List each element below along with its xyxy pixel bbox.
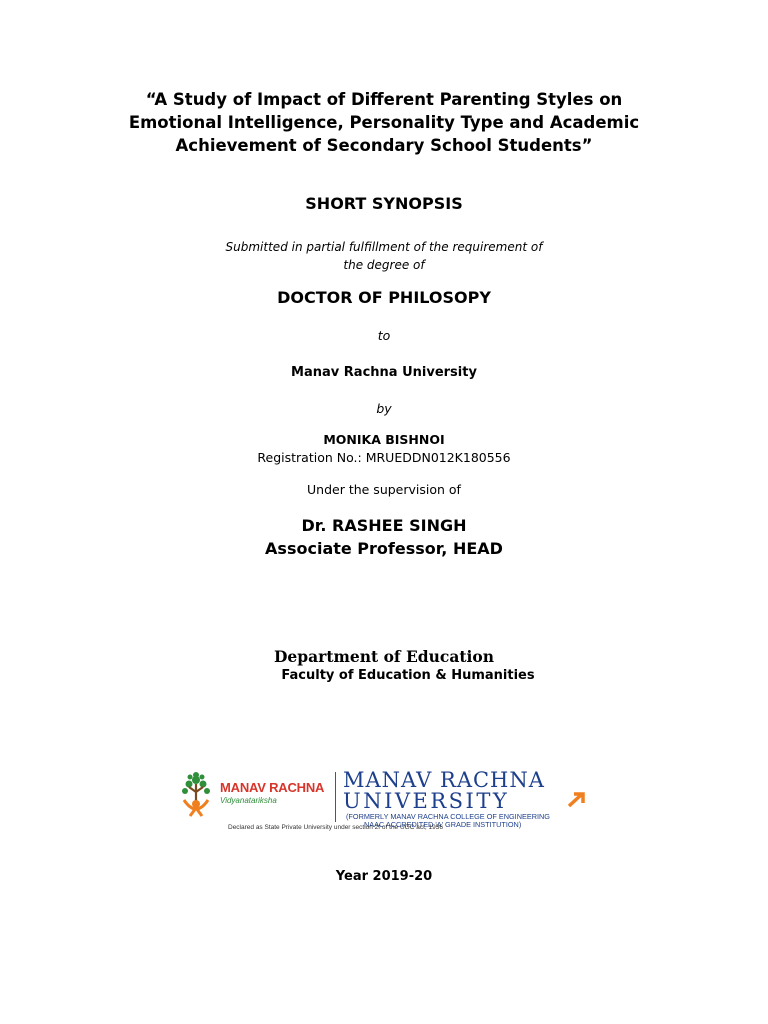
- thesis-title: [0, 88, 768, 157]
- document-type: SHORT SYNOPSIS: [305, 194, 463, 213]
- arrow-up-right-icon: [566, 790, 588, 808]
- supervisor-designation: Associate Professor, HEAD: [265, 539, 503, 558]
- thesis-title-line-1: “A Study of Impact of Different Parenting Styles on: [145, 90, 623, 109]
- logo-right-small-1: (FORMERLY MANAV RACHNA COLLEGE OF ENGINEERING: [346, 812, 550, 821]
- supervisor-name: Dr. RASHEE SINGH: [301, 516, 467, 535]
- department-name: Department of Education: [273, 647, 495, 666]
- logo-right-line-1: MANAV RACHNA: [343, 768, 545, 792]
- supervision-label: Under the supervision of: [307, 482, 461, 497]
- faculty-name: Faculty of Education & Humanities: [281, 668, 535, 683]
- logo-left-name: MANAV RACHNA: [220, 780, 325, 795]
- thesis-title-line-2: Emotional Intelligence, Personality Type and Academic: [128, 113, 640, 132]
- submission-line-2: the degree of: [343, 258, 425, 272]
- author-name: MONIKA BISHNOI: [323, 432, 445, 447]
- degree-name: DOCTOR OF PHILOSOPY: [277, 288, 491, 307]
- logo-right-small-2: NAAC ACCREDITED 'A' GRADE INSTITUTION): [364, 820, 522, 829]
- supervisor-block: [0, 514, 768, 560]
- registration-number: Registration No.: MRUEDDN012K180556: [257, 450, 511, 465]
- logo-declaration: Declared as State Private University under section 2f of the UGC act, 1956: [228, 824, 443, 831]
- academic-year: Year 2019-20: [335, 869, 433, 884]
- thesis-title-line-3: Achievement of Secondary School Students”: [175, 136, 593, 155]
- logo-left-subtitle: Vidyanatariksha: [220, 796, 277, 805]
- submission-line-1: Submitted in partial fulfillment of the requirement of: [225, 240, 543, 254]
- submission-statement: [0, 238, 768, 274]
- university-name: Manav Rachna University: [291, 365, 477, 380]
- to-label: to: [377, 328, 391, 343]
- logo-divider: [335, 772, 336, 822]
- logo-right-line-2: UNIVERSITY: [343, 789, 510, 813]
- university-logo: [176, 764, 596, 836]
- by-label: by: [376, 401, 392, 416]
